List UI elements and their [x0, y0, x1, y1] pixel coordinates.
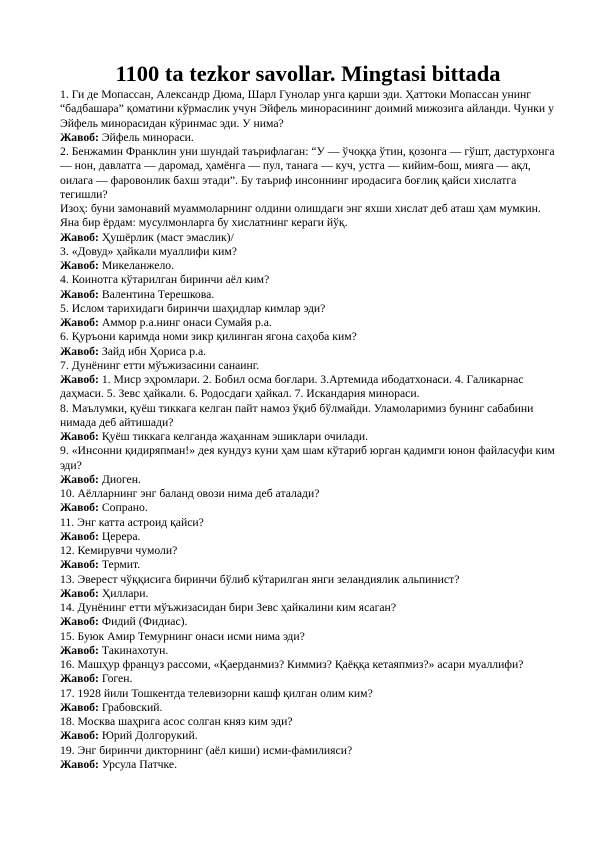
question-text: 10. Аёлларнинг энг баланд овози нима деб аталади? [60, 487, 320, 500]
answer-label: Жавоб: [60, 344, 99, 358]
answer-line [60, 701, 556, 715]
answer-label: Жавоб: [60, 259, 99, 272]
question-line [60, 302, 556, 316]
answer-label: Жавоб: [60, 501, 99, 515]
answer-label: Жавоб: [60, 615, 99, 629]
question-line [60, 359, 556, 373]
answer-label: Жавоб: [60, 729, 99, 743]
question-text: Изоҳ: буни замонавий муаммоларнинг олдини олишдаги энг яхши хислат деб аташ ҳам мумкин. Яна бир ёрдам: мусулмонларга бу хислатнинг кераги йўқ. [60, 202, 541, 230]
answer-label: Жавоб: [60, 316, 99, 329]
question-text: 4. Коинотга кўтарилган биринчи аёл ким? [60, 273, 270, 287]
answer-line [60, 672, 556, 686]
question-line [60, 715, 556, 729]
document-body [60, 88, 556, 772]
answer-text: Фидий (Фидиас). [98, 615, 188, 629]
answer-label: Жавоб: [60, 757, 99, 771]
answer-line [60, 373, 556, 402]
question-text: 16. Машҳур француз рассоми, «Қаерданмиз? Киммиз? Қаёққа кетаяпмиз?» асари муаллифи? [60, 658, 524, 671]
answer-text: Валентина Терешкова. [98, 287, 215, 301]
answer-text: Гоген. [98, 672, 133, 686]
question-line [60, 744, 556, 758]
answer-label: Жавоб: [60, 586, 99, 600]
answer-line [60, 615, 556, 629]
answer-line [60, 587, 556, 601]
question-line [60, 516, 556, 530]
answer-line [60, 316, 556, 330]
question-text: 7. Дунёнинг етти мўъжизасини санаинг. [60, 358, 260, 372]
question-text: 8. Маълумки, қуёш тиккага келган пайт намоз ўқиб бўлмайди. Уламоларимиз бунинг сабабини нимада деб айтишади? [60, 401, 534, 429]
question-text: 17. 1928 йили Тошкентда телевизорни кашф қилган олим ким? [60, 686, 373, 700]
answer-text: Ҳиллари. [98, 586, 149, 600]
answer-text: Сопрано. [98, 501, 148, 515]
question-text: 12. Кемирувчи чумоли? [60, 544, 178, 557]
question-text: 13. Эверест чўққисига биринчи бўлиб кўтарилган янги зеландиялик альпинист? [60, 572, 460, 586]
answer-line [60, 131, 556, 145]
answer-text: Аммор р.а.нинг онаси Сумайя р.а. [98, 316, 272, 329]
answer-text: Зайд ибн Ҳориса р.а. [98, 344, 207, 358]
answer-line [60, 530, 556, 544]
answer-label: Жавоб: [60, 558, 99, 572]
question-line [60, 487, 556, 501]
question-line [60, 687, 556, 701]
answer-label: Жавоб: [60, 430, 99, 443]
question-line [60, 544, 556, 558]
question-line [60, 273, 556, 287]
answer-line [60, 558, 556, 572]
answer-line [60, 501, 556, 515]
question-line [60, 330, 556, 344]
question-text: 2. Бенжамин Франклин уни шундай таърифлаган: “У — ўчоққа ўтин, қозонга — гўшт, дастурхонга — нон, давлатга — даромад, ҳамёнга — пул, танага — куч, устга — кийим-бош, мияга — ақл, оилага — фаровонлик бахш этади”. Бу таъриф инсоннинг иродасига боғлиқ қайси хислатга тегишли? [60, 145, 555, 201]
answer-text: Урсула Патчке. [98, 757, 178, 771]
answer-text: Қуёш тиккага келганда жаҳаннам эшиклари очилади. [98, 430, 369, 443]
answer-text: Церера. [98, 529, 141, 543]
answer-label: Жавоб: [60, 672, 99, 686]
question-text: 15. Буюк Амир Темурнинг онаси исми нима эди? [60, 629, 305, 643]
question-text: 19. Энг биринчи дикторнинг (аёл киши) исми-фамилияси? [60, 743, 353, 757]
answer-text: Юрий Долгорукий. [98, 729, 198, 743]
answer-line [60, 758, 556, 772]
answer-label: Жавоб: [60, 230, 99, 244]
question-text: 6. Қуръони каримда номи зикр қилинган ягона саҳоба ким? [60, 330, 357, 344]
answer-label: Жавоб: [60, 472, 99, 486]
answer-line [60, 259, 556, 273]
answer-label: Жавоб: [60, 287, 99, 301]
question-line [60, 658, 556, 672]
answer-line [60, 729, 556, 743]
question-line [60, 202, 556, 231]
question-line [60, 601, 556, 615]
question-line [60, 573, 556, 587]
answer-line [60, 345, 556, 359]
question-line [60, 402, 556, 431]
answer-label: Жавоб: [60, 700, 99, 714]
answer-text: Грабовский. [98, 700, 163, 714]
question-line [60, 630, 556, 644]
question-line [60, 88, 556, 131]
answer-text: Микеланжело. [98, 259, 175, 272]
answer-text: Ҳушёрлик (маст эмаслик)/ [98, 230, 234, 244]
answer-line [60, 430, 556, 444]
question-text: 11. Энг катта астроид қайси? [60, 515, 204, 529]
answer-text: Термит. [98, 558, 141, 572]
page-title: 1100 ta tezkor savollar. Mingtasi bittada [115, 61, 501, 86]
question-line [60, 245, 556, 259]
answer-line [60, 473, 556, 487]
answer-text: Такинахотун. [98, 643, 169, 657]
answer-label: Жавоб: [60, 529, 99, 543]
answer-line [60, 288, 556, 302]
answer-label: Жавоб: [60, 643, 99, 657]
question-text: 18. Москва шаҳрига асос солган княз ким эди? [60, 715, 293, 728]
answer-label: Жавоб: [60, 373, 99, 386]
answer-line [60, 231, 556, 245]
answer-text: Диоген. [98, 472, 141, 486]
question-text: 3. «Довуд» ҳайкали муаллифи ким? [60, 244, 237, 258]
question-text: 14. Дунёнинг етти мўъжизасидан бири Зевс ҳайкалини ким ясаган? [60, 601, 397, 614]
question-text: 9. «Инсонни қидиряпман!» дея кундуз куни ҳам шам кўтариб юрган қадимги юнон файласуфи ким эди? [60, 444, 555, 472]
question-line [60, 145, 556, 202]
answer-label: Жавоб: [60, 130, 99, 144]
answer-text: 1. Миср эҳромлари. 2. Бобил осма боғлари. 3.Артемида ибодатхонаси. 4. Галикарнас даҳмаси. 5. Зевс ҳайкали. 6. Родосдаги ҳайкал. 7. Искандария минораси. [60, 373, 524, 401]
answer-line [60, 644, 556, 658]
question-text: 5. Ислом тарихидаги биринчи шаҳидлар кимлар эди? [60, 301, 326, 315]
question-line [60, 444, 556, 473]
question-text: 1. Ги де Мопассан, Александр Дюма, Шарл Гунолар унга қарши эди. Ҳаттоки Мопассан унинг “бадбашара” қоматини кўрмаслик учун Эйфель минорасининг доимий мижозига айланди. Чунки у Эйфель минорасидан кўринмас эди. У нима? [60, 88, 554, 130]
answer-text: Эйфель минораси. [98, 130, 194, 144]
